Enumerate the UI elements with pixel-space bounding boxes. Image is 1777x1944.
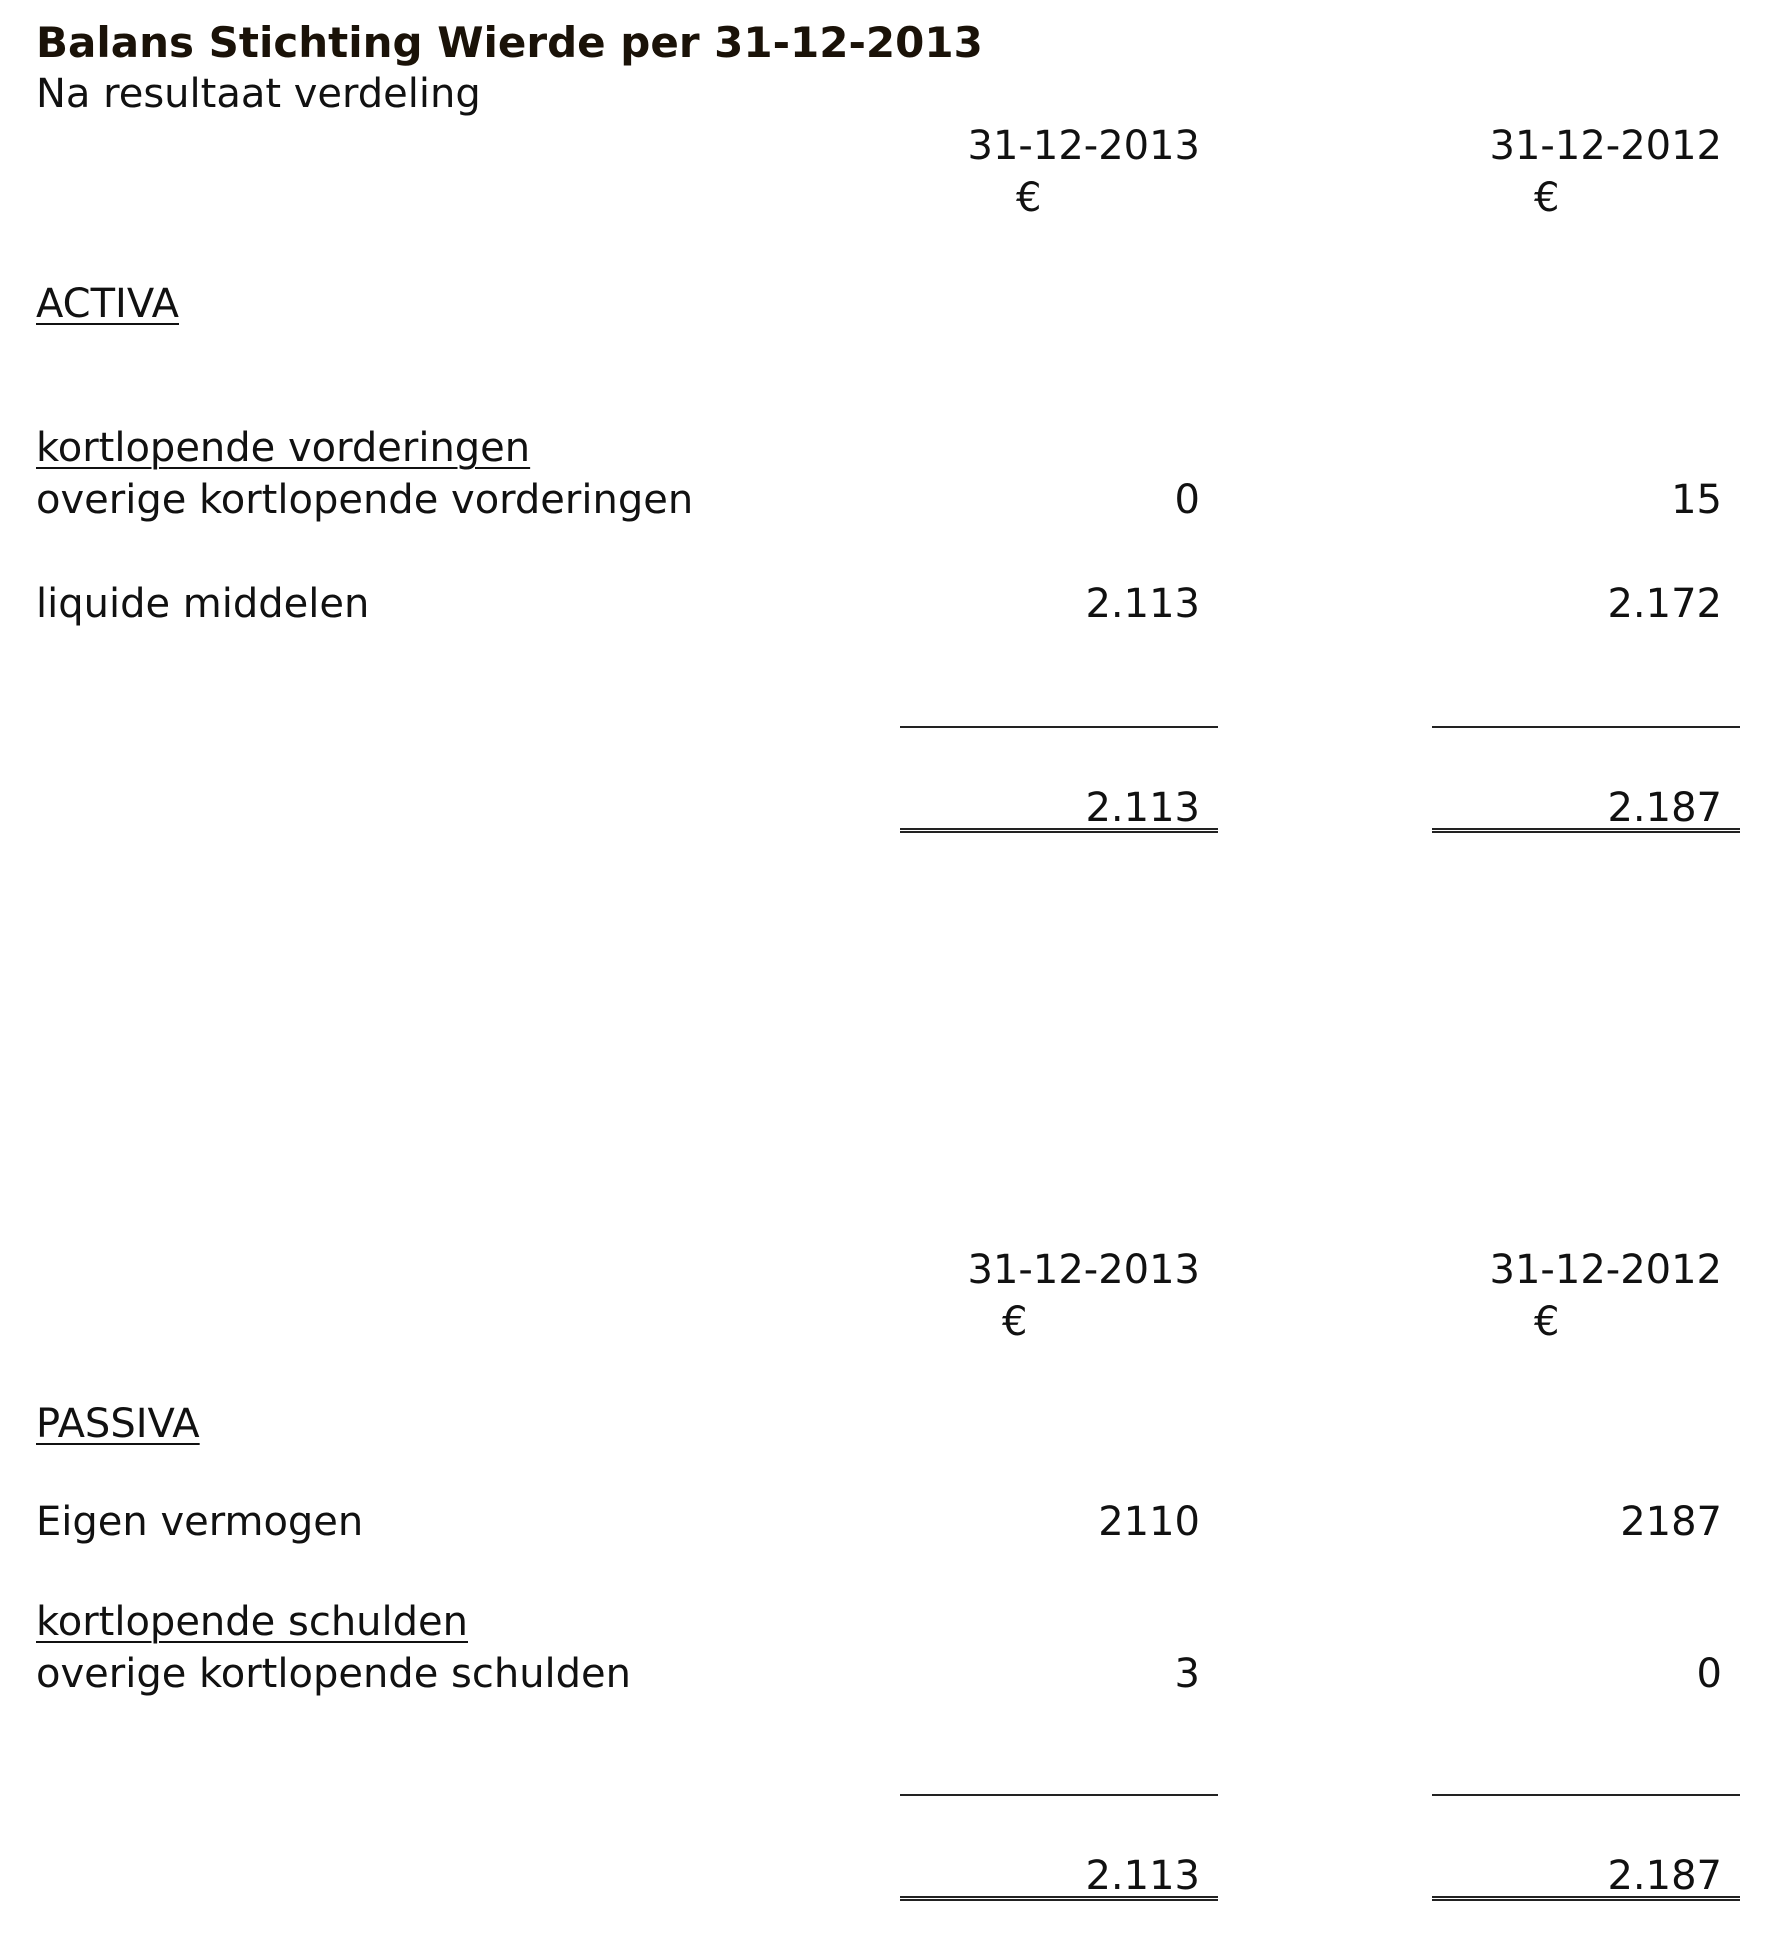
- page-subtitle: Na resultaat verdeling: [36, 71, 481, 117]
- passiva-col-date-2013: 31-12-2013: [967, 1247, 1200, 1293]
- activa-col-date-2012: 31-12-2012: [1489, 123, 1722, 169]
- activa-total-2012: 2.187: [1607, 785, 1722, 831]
- row-label: Eigen vermogen: [36, 1499, 364, 1545]
- passiva-total-double-rule-2013: [900, 1896, 1218, 1901]
- activa-subtotal-rule-2013: [900, 726, 1218, 728]
- row-label: liquide middelen: [36, 581, 370, 627]
- activa-total-double-rule-2012: [1432, 828, 1740, 833]
- row-value-2012: 2187: [1620, 1499, 1722, 1545]
- row-value-2013: 2110: [1098, 1499, 1200, 1545]
- page-title: Balans Stichting Wierde per 31-12-2013: [36, 18, 983, 67]
- passiva-col-currency-2013: €: [1002, 1299, 1028, 1345]
- passiva-total-double-rule-2012: [1432, 1896, 1740, 1901]
- row-value-2012: 15: [1671, 477, 1722, 523]
- activa-group-heading: kortlopende vorderingen: [36, 425, 531, 471]
- passiva-subtotal-rule-2013: [900, 1794, 1218, 1796]
- passiva-heading: PASSIVA: [36, 1401, 200, 1447]
- passiva-col-currency-2012: €: [1534, 1299, 1560, 1345]
- row-label: overige kortlopende vorderingen: [36, 477, 694, 523]
- row-value-2013: 2.113: [1085, 581, 1200, 627]
- passiva-col-date-2012: 31-12-2012: [1489, 1247, 1722, 1293]
- passiva-total-2012: 2.187: [1607, 1853, 1722, 1899]
- passiva-group-heading: kortlopende schulden: [36, 1599, 468, 1645]
- row-value-2013: 0: [1174, 477, 1200, 523]
- passiva-subtotal-rule-2012: [1432, 1794, 1740, 1796]
- passiva-total-2013: 2.113: [1085, 1853, 1200, 1899]
- activa-subtotal-rule-2012: [1432, 726, 1740, 728]
- row-value-2012: 2.172: [1607, 581, 1722, 627]
- activa-col-currency-2013: €: [1016, 175, 1042, 221]
- activa-heading: ACTIVA: [36, 281, 179, 327]
- activa-col-currency-2012: €: [1534, 175, 1560, 221]
- row-value-2013: 3: [1174, 1651, 1200, 1697]
- activa-col-date-2013: 31-12-2013: [967, 123, 1200, 169]
- activa-total-double-rule-2013: [900, 828, 1218, 833]
- row-label: overige kortlopende schulden: [36, 1651, 632, 1697]
- activa-total-2013: 2.113: [1085, 785, 1200, 831]
- row-value-2012: 0: [1696, 1651, 1722, 1697]
